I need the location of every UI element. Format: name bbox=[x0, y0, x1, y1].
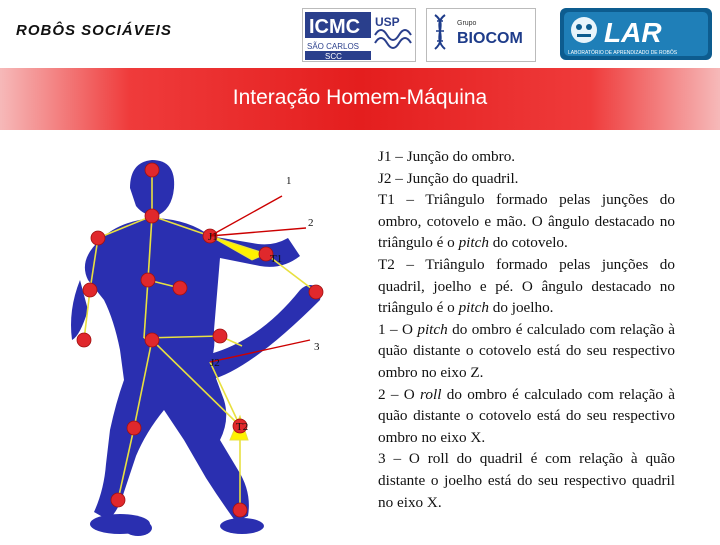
page-title: Interação Homem-Máquina bbox=[232, 86, 488, 109]
lar-logo bbox=[560, 8, 712, 60]
arrow-label-1: 1 bbox=[286, 175, 292, 187]
desc-t2: T2 – Triângulo formado pelas junções do quadril, joelho e pé. O ângulo destacado no triângulo é o pitch do joelho. bbox=[378, 255, 675, 317]
label-j2: J2 bbox=[210, 357, 220, 369]
icmc-logo bbox=[302, 8, 416, 62]
arrow-label-3: 3 bbox=[314, 341, 320, 353]
biocom-logo bbox=[426, 8, 536, 62]
desc-item-3: 3 – O roll do quadril é com relação à quão distante o joelho está do seu respectivo quadril no eixo X. bbox=[378, 450, 675, 511]
description-text bbox=[378, 146, 675, 513]
skeleton-figure bbox=[60, 140, 360, 540]
svg-text:LAR: LAR bbox=[604, 17, 662, 48]
desc-j2: J2 – Junção do quadril. bbox=[378, 169, 519, 187]
label-t1: T1 bbox=[270, 253, 283, 265]
label-j1: J1 bbox=[208, 231, 218, 243]
brand-title: ROBÔS SOCIÁVEIS bbox=[16, 22, 172, 39]
desc-item-1: 1 – O pitch do ombro é calculado com relação à quão distante o cotovelo está do seu respectivo ombro no eixo Z. bbox=[378, 320, 676, 381]
header bbox=[0, 0, 720, 68]
human-silhouette bbox=[71, 160, 322, 536]
svg-text:SCC: SCC bbox=[325, 52, 342, 61]
label-t2: T2 bbox=[236, 421, 249, 433]
desc-item-2: 2 – O roll do ombro é calculado com relação à quão distante o cotovelo está do seu respectivo ombro no eixo X. bbox=[378, 385, 675, 446]
svg-text:SÃO CARLOS: SÃO CARLOS bbox=[307, 42, 360, 51]
svg-text:Grupo: Grupo bbox=[457, 20, 477, 27]
arrow-label-2: 2 bbox=[308, 217, 314, 229]
desc-t1: T1 – Triângulo formado pelas junções do ombro, cotovelo e mão. O ângulo destacado no triângulo é o pitch do cotovelo. bbox=[378, 191, 675, 252]
svg-text:BIOCOM: BIOCOM bbox=[457, 30, 523, 47]
desc-j1: J1 – Junção do ombro. bbox=[378, 148, 516, 165]
svg-text:ICMC: ICMC bbox=[309, 16, 361, 38]
svg-text:LABORATÓRIO DE APRENDIZADO DE: LABORATÓRIO DE APRENDIZADO DE ROBÔS bbox=[568, 50, 678, 56]
svg-text:USP: USP bbox=[375, 15, 400, 29]
